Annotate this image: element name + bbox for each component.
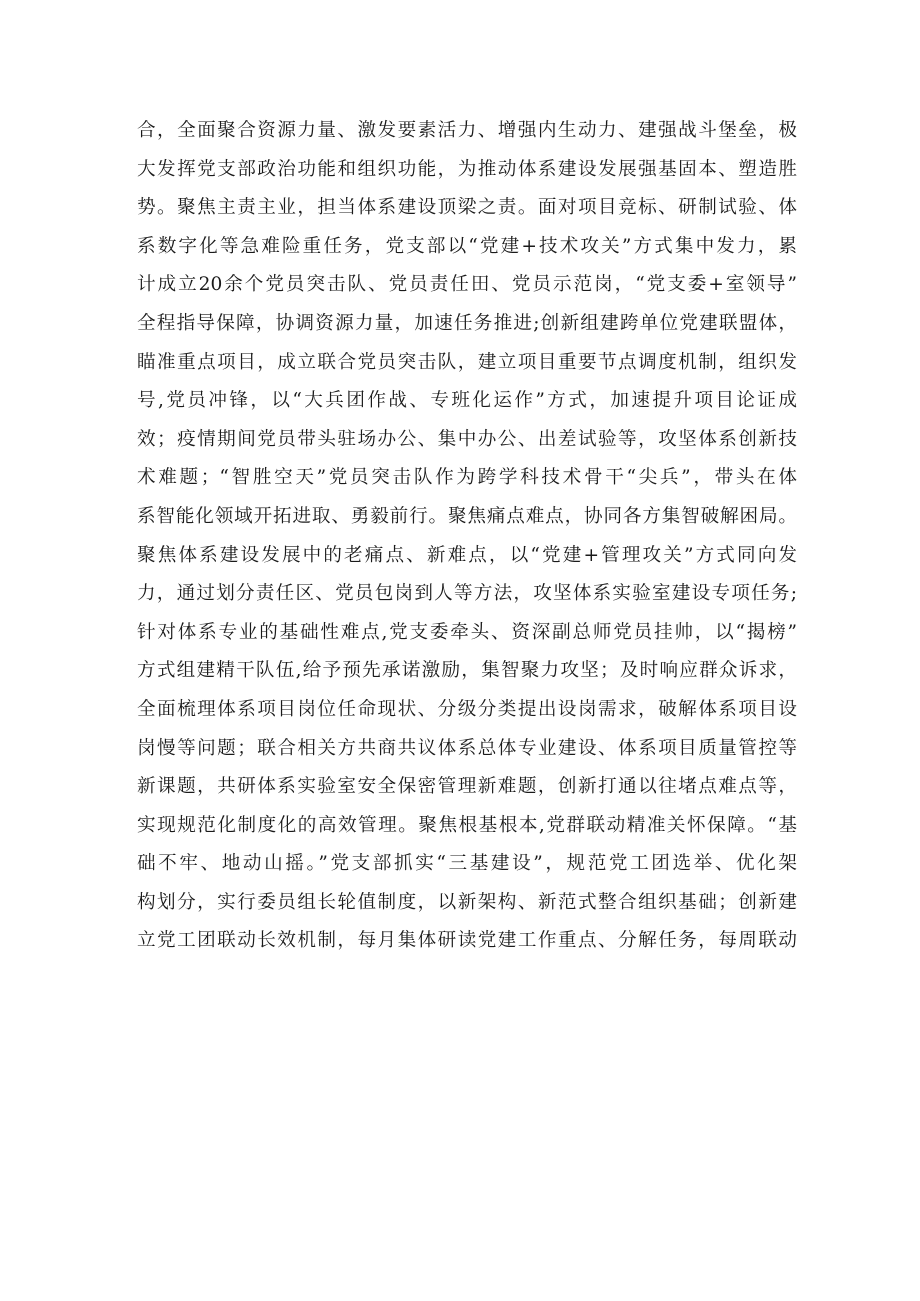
text-line: 大发挥党支部政治功能和组织功能，为推动体系建设发展强基固本、塑造胜 (137, 158, 797, 180)
text-line: 全程指导保障，协调资源力量，加速任务推进;创新组建跨单位党建联盟体， (137, 312, 797, 334)
text-line: 立党工团联动长效机制，每月集体研读党建工作重点、分解任务，每周联动 (137, 930, 797, 952)
text-line: 合，全面聚合资源力量、激发要素活力、增强内生动力、建强战斗堡垒，极 (137, 120, 797, 141)
text-line: 瞄准重点项目，成立联合党员突击队，建立项目重要节点调度机制，组织发 (137, 351, 797, 373)
text-line: 构划分，实行委员组长轮值制度，以新架构、新范式整合组织基础；创新建 (137, 891, 797, 913)
body-paragraph (137, 112, 797, 961)
text-line: 势。聚焦主责主业，担当体系建设顶梁之责。面对项目竞标、研制试验、体 (137, 197, 797, 219)
text-line: 础不牢、地动山摇。”党支部抓实“三基建设”，规范党工团选举、优化架 (137, 853, 797, 875)
text-line: 针对体系专业的基础性难点,党支委牵头、资深副总师党员挂帅，以“揭榜” (137, 621, 797, 643)
text-line: 新课题，共研体系实验室安全保密管理新难题，创新打通以往堵点难点等， (137, 776, 797, 798)
text-line: 号,党员冲锋，以“大兵团作战、专班化运作”方式，加速提升项目论证成 (137, 390, 797, 412)
text-line: 全面梳理体系项目岗位任命现状、分级分类提出设岗需求，破解体系项目设 (137, 698, 797, 720)
text-line: 实现规范化制度化的高效管理。聚焦根基根本,党群联动精准关怀保障。“基 (137, 814, 797, 836)
text-line: 术难题；“智胜空天”党员突击队作为跨学科技术骨干“尖兵”，带头在体 (137, 467, 797, 489)
text-line: 力，通过划分责任区、党员包岗到人等方法，攻坚体系实验室建设专项任务; (137, 583, 797, 605)
text-line: 系智能化领域开拓进取、勇毅前行。聚焦痛点难点，协同各方集智破解困局。 (137, 505, 797, 527)
text-line: 聚焦体系建设发展中的老痛点、新难点，以“党建+管理攻关”方式同向发 (137, 544, 797, 566)
text-line: 方式组建精干队伍,给予预先承诺激励，集智聚力攻坚；及时响应群众诉求， (137, 660, 797, 682)
text-line: 效；疫情期间党员带头驻场办公、集中办公、出差试验等，攻坚体系创新技 (137, 428, 797, 450)
text-line: 计成立20余个党员突击队、党员责任田、党员示范岗，“党支委+室领导” (137, 274, 797, 296)
text-line: 岗慢等问题；联合相关方共商共议体系总体专业建设、体系项目质量管控等 (137, 737, 797, 759)
text-line: 系数字化等急难险重任务，党支部以“党建+技术攻关”方式集中发力，累 (137, 235, 797, 257)
